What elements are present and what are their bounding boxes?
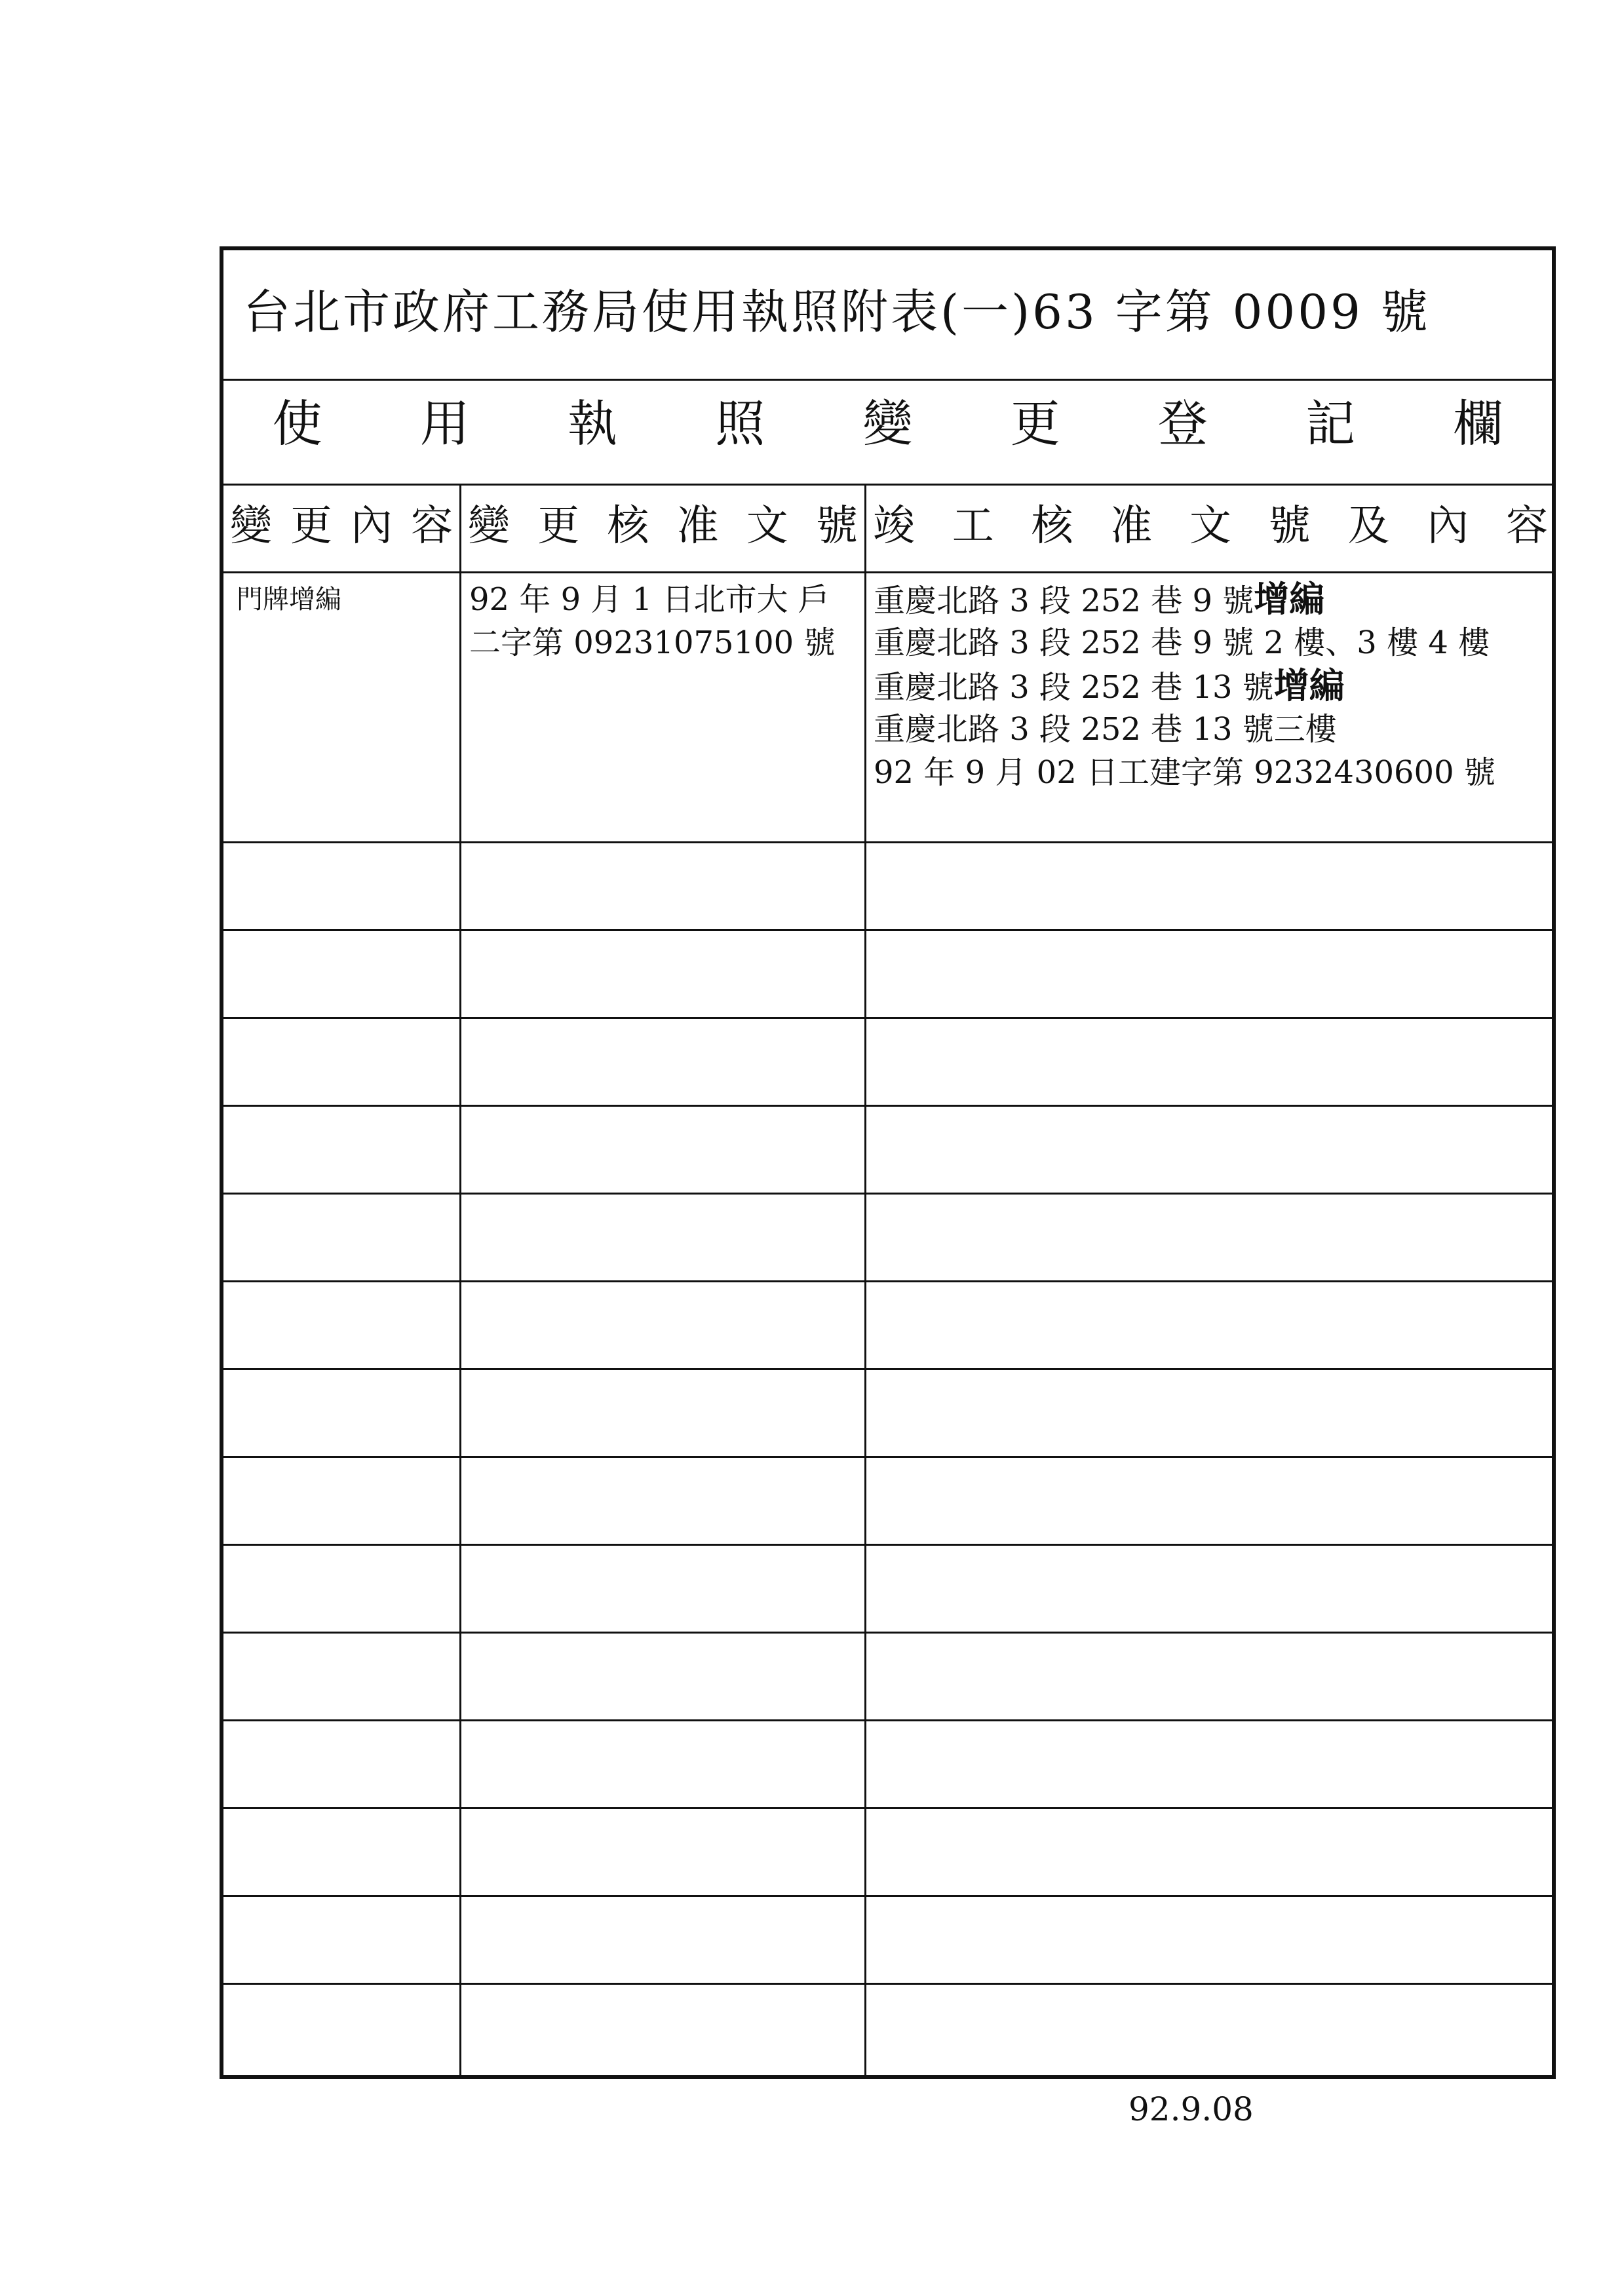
row-divider (223, 1105, 1552, 1107)
completion-line (874, 708, 1337, 751)
header-char: 核 (1031, 502, 1073, 550)
section-header-char: 記 (1305, 394, 1356, 453)
completion-text: 重慶北路 3 段 252 巷 9 號 2 樓、3 樓 4 樓 (874, 624, 1490, 661)
row-divider (223, 1368, 1552, 1370)
column-divider (459, 484, 461, 2075)
header-char: 文 (1189, 502, 1231, 550)
header-char: 更 (537, 502, 580, 550)
header-char: 容 (411, 502, 453, 550)
section-header-char: 登 (1157, 394, 1208, 453)
row-divider (223, 1895, 1552, 1897)
section-header-char: 用 (419, 394, 470, 453)
completion-line (874, 578, 1324, 622)
row-divider (223, 1807, 1552, 1809)
row-divider (223, 1544, 1552, 1546)
row-divider (223, 1017, 1552, 1019)
column-divider (864, 484, 866, 2075)
row-divider (223, 1193, 1552, 1195)
completion-bold: 增編 (1254, 579, 1325, 620)
change-content-cell: 門牌增編 (237, 584, 341, 615)
approval-no-line: 二字第 09231075100 號 (469, 624, 836, 661)
header-char: 及 (1347, 502, 1390, 550)
registration-table (220, 246, 1556, 2079)
completion-line (874, 621, 1490, 664)
completion-line (874, 664, 1345, 709)
header-char: 內 (1427, 502, 1469, 550)
section-header-char: 使 (272, 394, 322, 453)
column-header-approval-no (461, 476, 864, 568)
row-divider (223, 1632, 1552, 1634)
row-divider (223, 1719, 1552, 1721)
completion-text: 重慶北路 3 段 252 巷 13 號三樓 (874, 711, 1337, 748)
header-char: 內 (351, 502, 393, 550)
section-header-char: 執 (568, 394, 618, 453)
section-header (223, 368, 1552, 470)
header-char: 變 (468, 502, 510, 550)
section-header-char: 欄 (1453, 394, 1503, 453)
approval-no-line: 92 年 9 月 1 日北市大 戶 (469, 581, 830, 618)
column-header-completion (866, 476, 1554, 568)
section-header-char: 變 (862, 394, 913, 453)
header-char: 准 (676, 502, 719, 550)
completion-bold: 增編 (1273, 665, 1345, 706)
row-divider (223, 1280, 1552, 1282)
header-char: 號 (1268, 502, 1311, 550)
row-divider (223, 841, 1552, 843)
divider (223, 571, 1552, 573)
footer-date: 92.9.08 (1128, 2090, 1254, 2128)
header-char: 竣 (873, 502, 915, 550)
row-divider (223, 1456, 1552, 1458)
header-char: 更 (290, 502, 332, 550)
completion-text: 重慶北路 3 段 252 巷 9 號 (874, 583, 1254, 619)
row-divider (223, 929, 1552, 931)
completion-line (874, 751, 1495, 794)
column-header-change-content (223, 476, 459, 568)
completion-text: 重慶北路 3 段 252 巷 13 號 (874, 669, 1274, 706)
document-title: 台北市政府工務局使用執照附表(一)63 字第 0009 號 (243, 284, 1431, 339)
section-header-char: 照 (715, 394, 765, 453)
header-char: 工 (952, 502, 994, 550)
header-char: 文 (746, 502, 788, 550)
row-divider (223, 1983, 1552, 1985)
header-char: 號 (815, 502, 858, 550)
completion-text: 92 年 9 月 02 日工建字第 9232430600 號 (874, 754, 1495, 791)
header-char: 准 (1110, 502, 1153, 550)
section-header-char: 更 (1010, 394, 1060, 453)
header-char: 變 (230, 502, 272, 550)
header-char: 容 (1506, 502, 1548, 550)
header-char: 核 (607, 502, 649, 550)
